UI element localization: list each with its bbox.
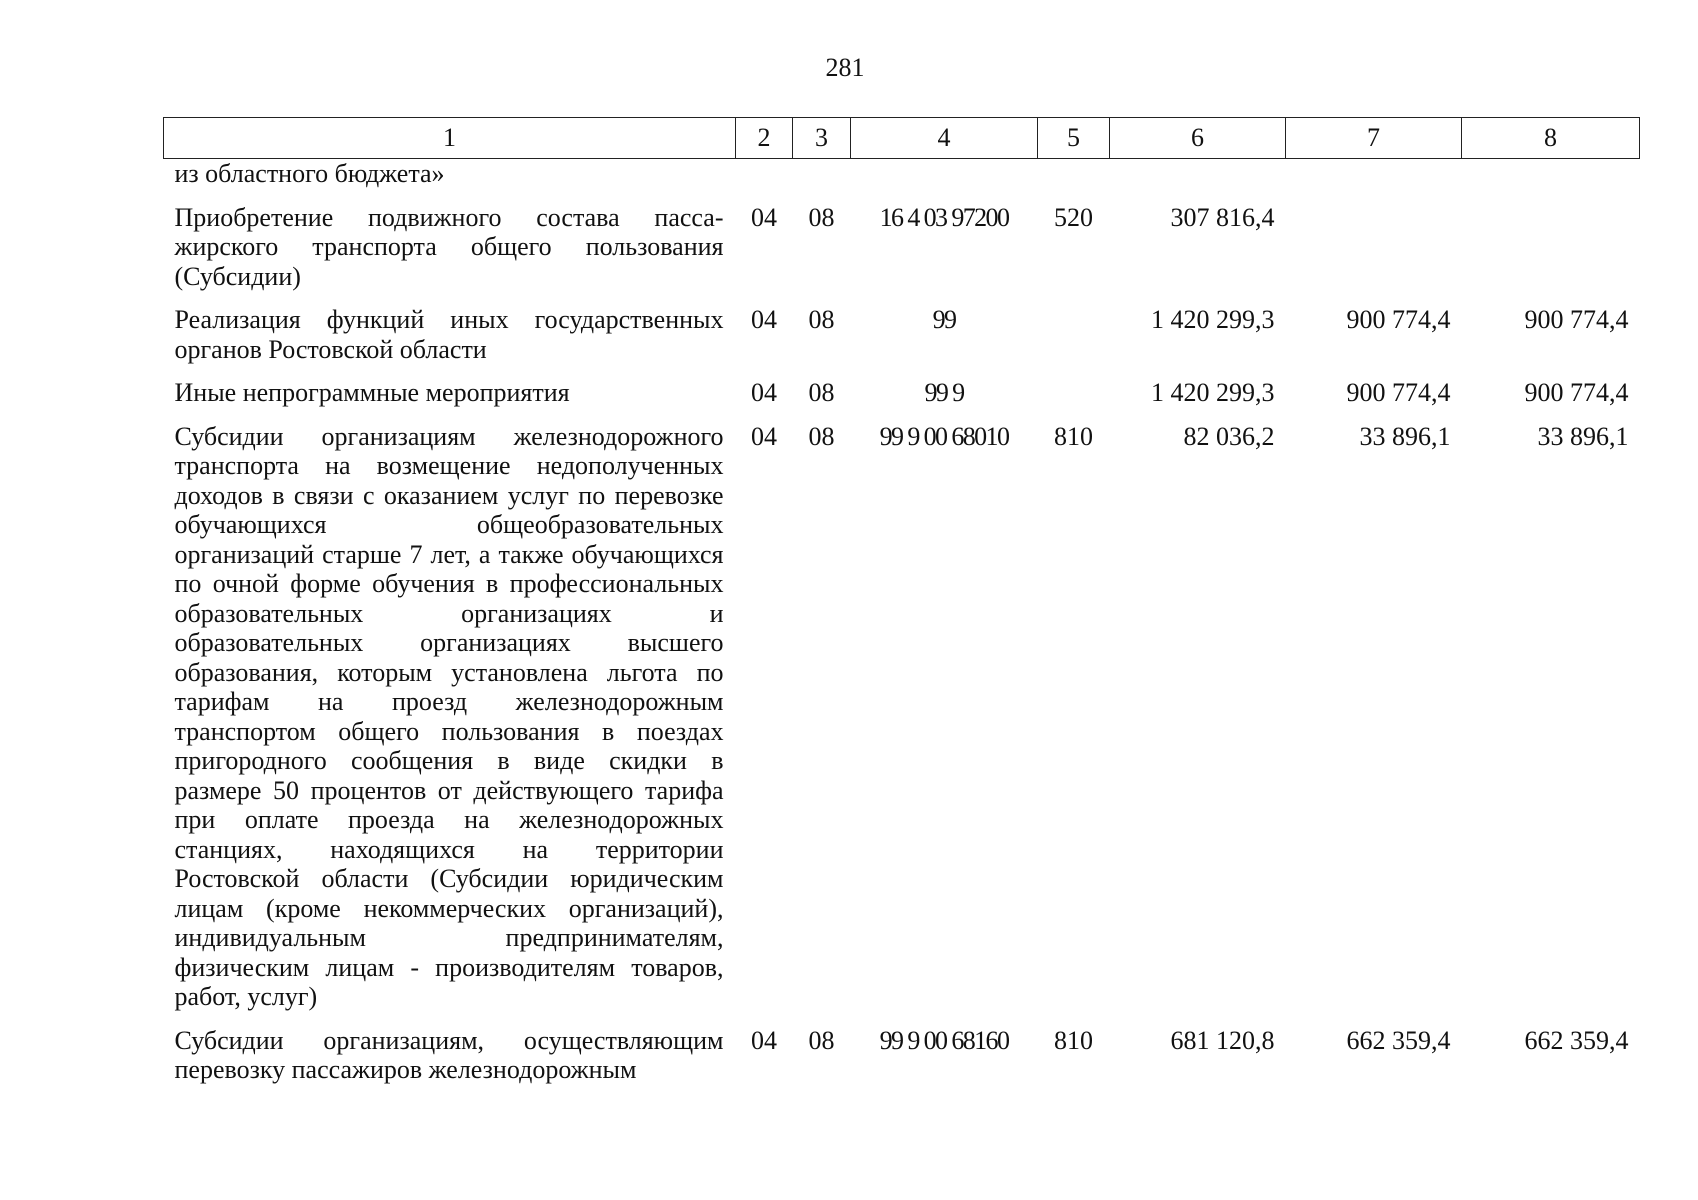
row-target-code: 99 9 00 68160 <box>879 1025 1009 1055</box>
table-row <box>164 291 1640 364</box>
row-target-code: 99 9 <box>924 378 964 407</box>
row-amount-col7: 33 896,1 <box>1359 421 1451 451</box>
row-name: Иные непрограммные мероприятия <box>174 378 570 407</box>
row-amount-col7: 662 359,4 <box>1346 1025 1451 1055</box>
row-amount-col6: 82 036,2 <box>1183 421 1275 451</box>
page-number <box>0 52 1698 84</box>
row-target-code: 16 4 03 97200 <box>879 202 1009 232</box>
row-amount-col7: 900 774,4 <box>1346 305 1451 334</box>
row-amount-col8: 662 359,4 <box>1524 1025 1629 1055</box>
table-row <box>164 1012 1640 1085</box>
row-section: 04 <box>751 202 777 232</box>
row-amount-col6: 1 420 299,3 <box>1151 378 1275 407</box>
row-expense-type <box>1038 364 1110 408</box>
table-row <box>164 364 1640 408</box>
header-col-5: 5 <box>1038 118 1110 159</box>
row-subsection: 08 <box>808 421 835 451</box>
row-section <box>736 159 793 189</box>
row-subsection <box>793 159 851 189</box>
row-subsection: 08 <box>808 378 835 407</box>
row-section: 04 <box>751 1025 777 1055</box>
row-amount-col7 <box>1286 189 1462 292</box>
row-target-code: 99 <box>932 305 956 334</box>
table-row <box>164 189 1640 292</box>
row-amount-col8 <box>1462 159 1640 189</box>
header-col-3: 3 <box>793 118 851 159</box>
row-section: 04 <box>751 378 777 407</box>
row-target-code <box>851 159 1038 189</box>
row-target-code: 99 9 00 68010 <box>879 421 1009 451</box>
table-row <box>164 159 1640 189</box>
table-body <box>164 159 1640 1085</box>
row-subsection: 08 <box>808 1025 835 1055</box>
row-amount-col8: 900 774,4 <box>1524 305 1629 334</box>
header-col-7: 7 <box>1286 118 1462 159</box>
budget-table <box>163 117 1640 1085</box>
row-name: Приобретение подвижного состава пассажирского транспорта общего пользования (Субсидии) <box>174 202 724 291</box>
row-expense-type <box>1038 159 1110 189</box>
table-header <box>164 118 1640 159</box>
header-col-1: 1 <box>164 118 736 159</box>
row-amount-col7 <box>1286 159 1462 189</box>
row-amount-col6 <box>1110 159 1286 189</box>
row-amount-col7: 900 774,4 <box>1346 378 1451 407</box>
row-name: Субсидии организациям железнодорожного транспорта на возмещение недополученных доходов в связи с оказанием услуг по перевозке обучающихся общеобразовательных организаций старше 7 лет, а также обучающихся по очной форме обучения в профессиональных образовательных организациях и образовательных организациях высшего образования, которым установлена льгота по тарифам на проезд железнодорожным транспортом общего пользования в поездах пригородного сообщения в виде скидки в размере 50 процентов от действующего тарифа при оплате проезда на железнодорожных станциях, находящихся на территории Ростовской области (Субсидии юридическим лицам (кроме некоммерческих организаций), индивидуальным предпринимателям, физическим лицам - производителям товаров, работ, услуг) <box>174 421 724 1011</box>
row-expense-type: 810 <box>1054 1025 1093 1055</box>
row-amount-col6: 681 120,8 <box>1170 1025 1275 1055</box>
page-number-text: 281 <box>825 53 865 82</box>
header-col-4: 4 <box>851 118 1038 159</box>
row-name: Реализация функций иных государственных органов Ростовской области <box>174 305 724 364</box>
row-name: из областного бюджета» <box>174 159 445 188</box>
row-section: 04 <box>751 305 777 334</box>
row-amount-col8: 900 774,4 <box>1524 378 1629 407</box>
header-row <box>164 118 1640 159</box>
row-expense-type <box>1038 291 1110 364</box>
row-expense-type: 810 <box>1054 421 1093 451</box>
row-subsection: 08 <box>808 202 835 232</box>
row-amount-col8 <box>1462 189 1640 292</box>
row-subsection: 08 <box>808 305 835 334</box>
table-row <box>164 408 1640 1012</box>
row-expense-type: 520 <box>1054 202 1093 232</box>
row-name: Субсидии организациям, осуществляющим перевозку пассажиров железнодорожным <box>174 1025 724 1084</box>
row-section: 04 <box>751 421 777 451</box>
header-col-2: 2 <box>736 118 793 159</box>
header-col-8: 8 <box>1462 118 1640 159</box>
header-col-6: 6 <box>1110 118 1286 159</box>
row-amount-col6: 1 420 299,3 <box>1151 305 1275 334</box>
row-amount-col6: 307 816,4 <box>1170 202 1275 232</box>
row-amount-col8: 33 896,1 <box>1537 421 1629 451</box>
